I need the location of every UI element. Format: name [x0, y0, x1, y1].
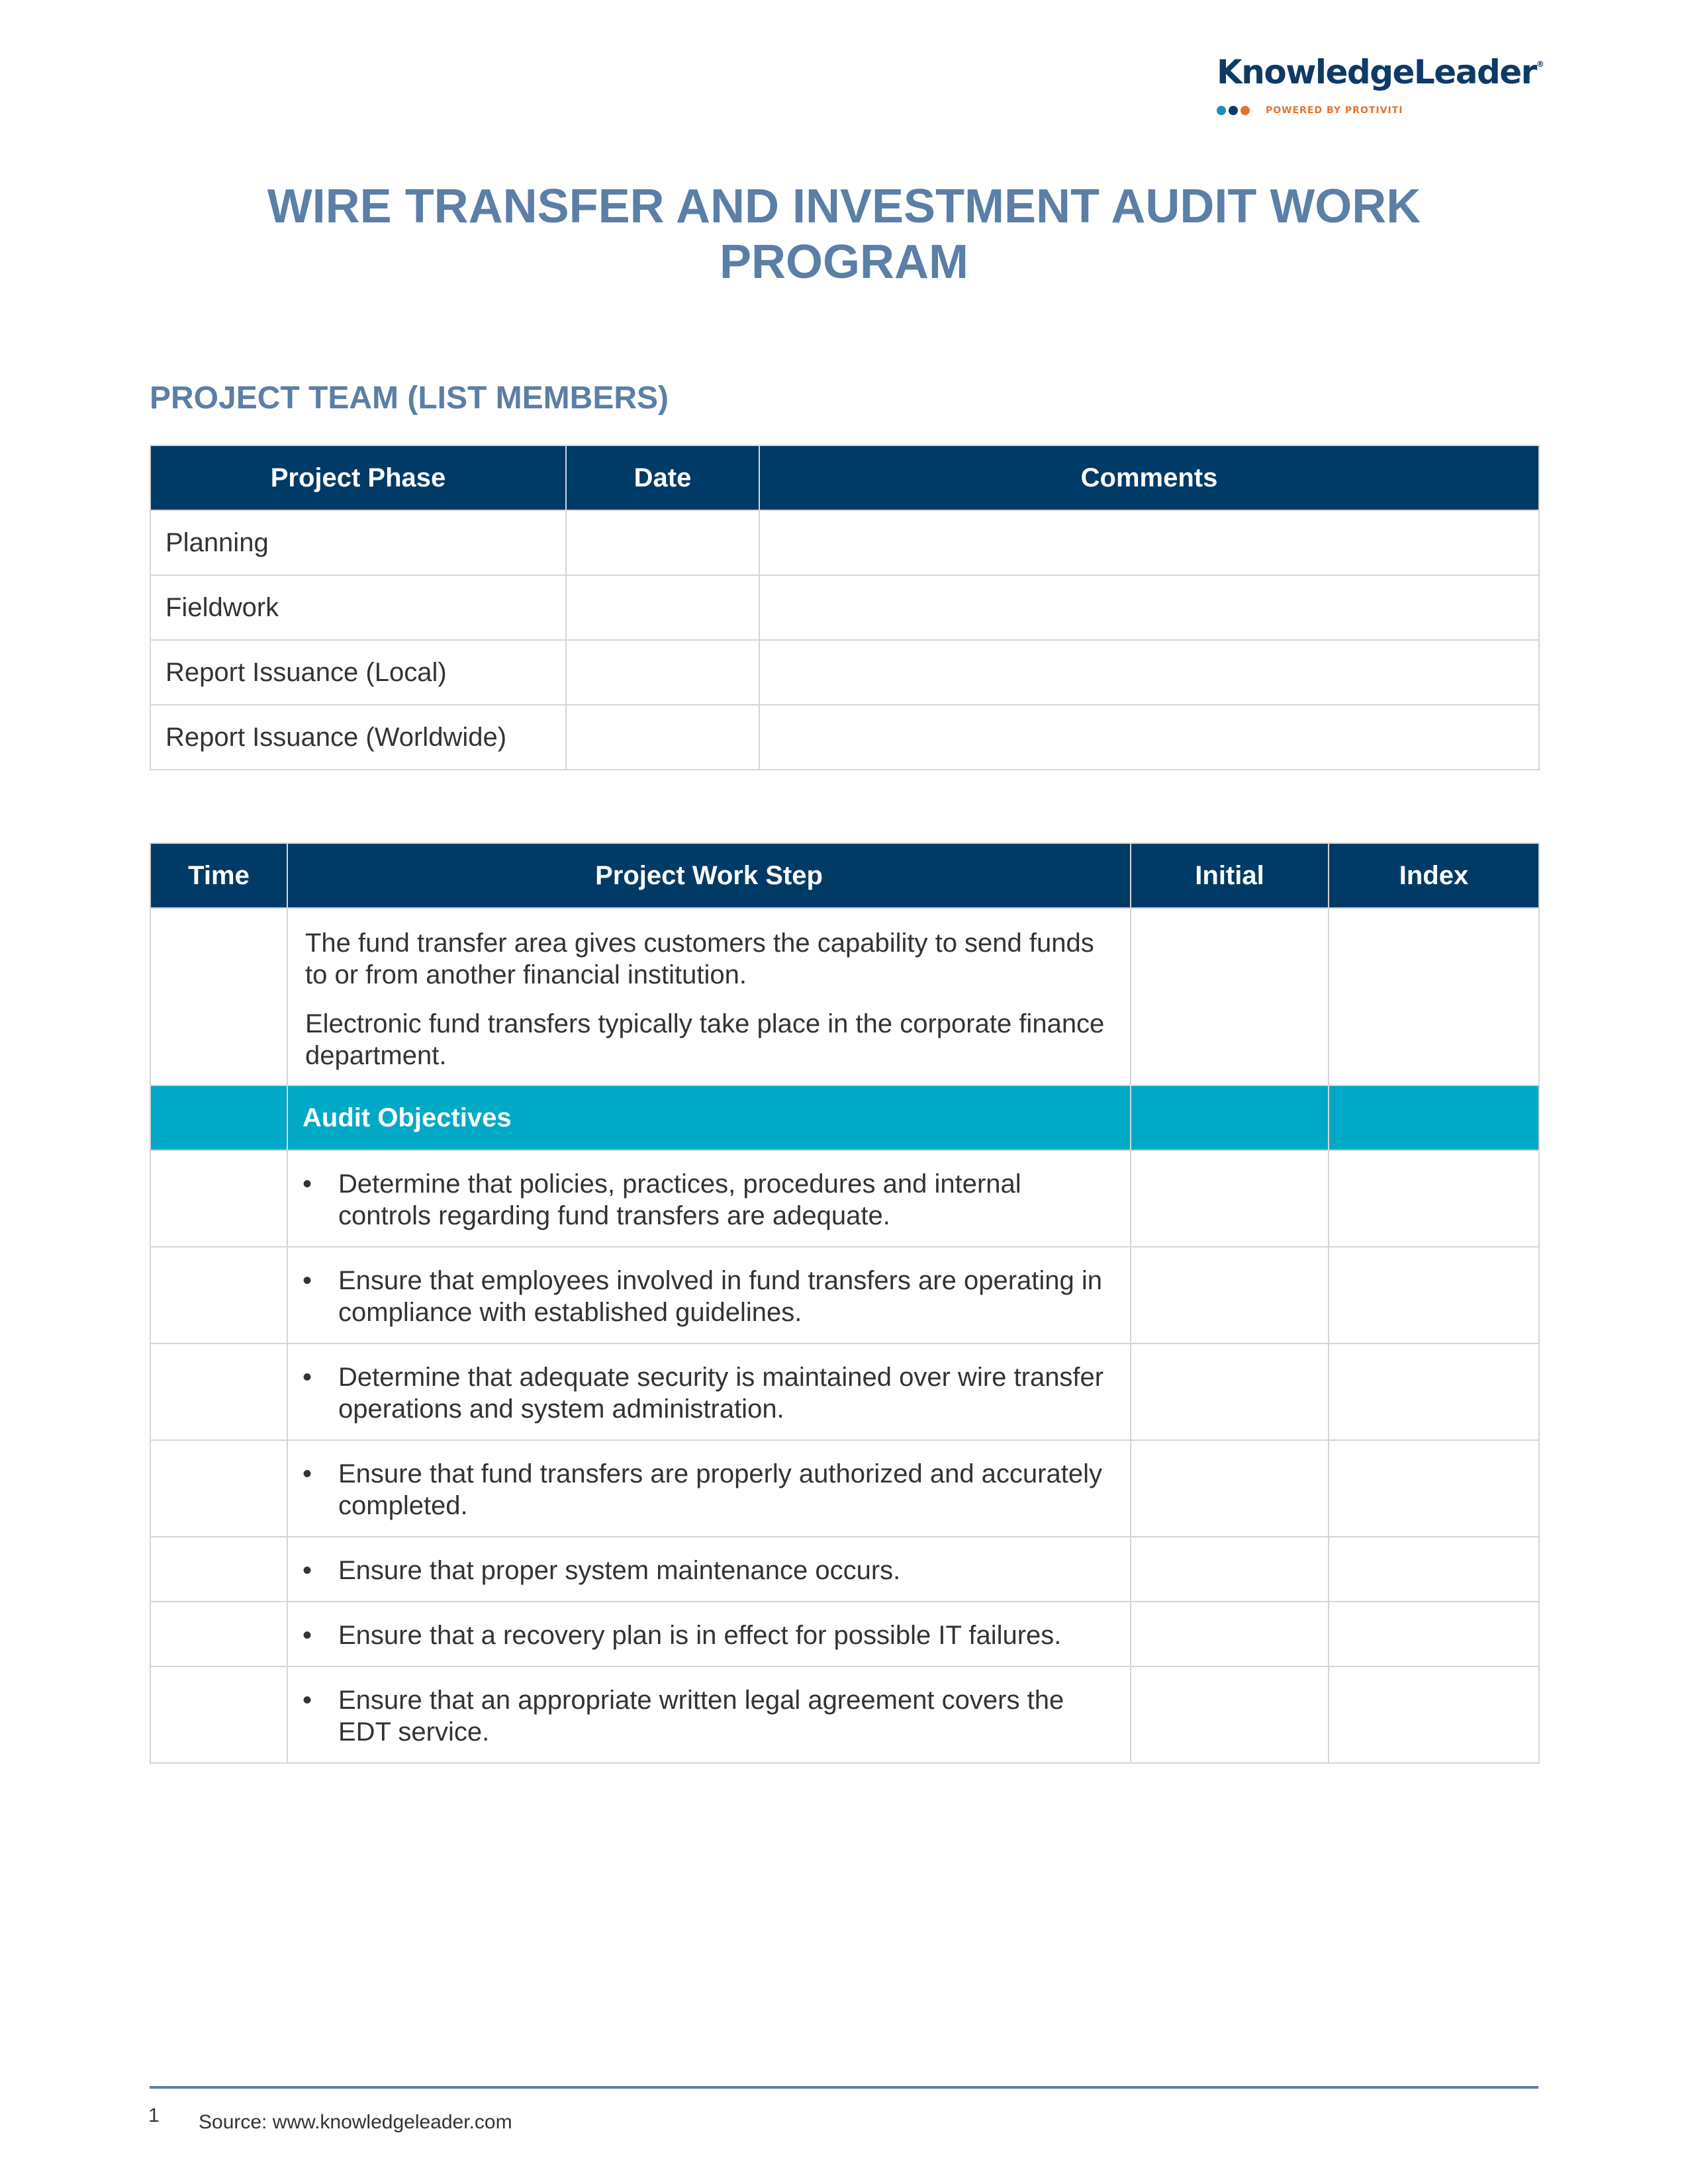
date-cell[interactable]: [566, 575, 759, 640]
logo-tagline: POWERED BY PROTIVITI: [1266, 105, 1403, 116]
initial-cell[interactable]: [1131, 1343, 1329, 1440]
bullet-marker: •: [303, 1363, 312, 1392]
date-cell[interactable]: [566, 510, 759, 575]
index-cell[interactable]: [1329, 1537, 1539, 1602]
bullet-marker: •: [303, 1266, 312, 1295]
objective-cell: [287, 1602, 1131, 1666]
date-cell[interactable]: [566, 705, 759, 770]
date-cell[interactable]: [566, 640, 759, 705]
comments-cell[interactable]: [759, 510, 1539, 575]
audit-objectives-header-row: [150, 1085, 1539, 1150]
column-header-initial: Initial: [1131, 843, 1329, 908]
document-title: WIRE TRANSFER AND INVESTMENT AUDIT WORK PROGRAM: [267, 180, 1421, 289]
initial-cell[interactable]: [1131, 908, 1329, 1085]
index-cell[interactable]: [1329, 1602, 1539, 1666]
bullet-marker: •: [303, 1459, 312, 1488]
footer-divider: [150, 2086, 1538, 2089]
trademark-symbol: ®: [1536, 60, 1544, 69]
objective-row: [150, 1150, 1539, 1247]
team-table-header-row: [150, 445, 1539, 510]
comments-cell[interactable]: [759, 705, 1539, 770]
time-cell[interactable]: [150, 908, 287, 1085]
column-header-date: Date: [566, 445, 759, 510]
comments-cell[interactable]: [759, 640, 1539, 705]
index-cell[interactable]: [1329, 1343, 1539, 1440]
time-cell[interactable]: [150, 1343, 287, 1440]
intro-text-cell: [287, 908, 1131, 1085]
objective-text: Determine that policies, practices, procedures and internal controls regarding fund transfers are adequate.: [338, 1169, 1021, 1230]
objective-text: Ensure that an appropriate written legal agreement covers the EDT service.: [338, 1686, 1064, 1747]
initial-cell: [1131, 1085, 1329, 1150]
objective-cell: [287, 1150, 1131, 1247]
time-cell[interactable]: [150, 1537, 287, 1602]
page-number: 1: [148, 2105, 160, 2126]
objective-text: Determine that adequate security is maintained over wire transfer operations and system administration.: [338, 1363, 1104, 1424]
logo-dot-navy: [1229, 106, 1238, 115]
objective-cell: [287, 1537, 1131, 1602]
index-cell[interactable]: [1329, 1666, 1539, 1763]
initial-cell[interactable]: [1131, 1440, 1329, 1537]
index-cell: [1329, 1085, 1539, 1150]
objective-row: [150, 1666, 1539, 1763]
project-team-table: [150, 445, 1540, 770]
intro-paragraph: Electronic fund transfers typically take place in the corporate finance department.: [305, 1009, 1105, 1070]
column-header-work-step: Project Work Step: [287, 843, 1131, 908]
comments-cell[interactable]: [759, 575, 1539, 640]
objective-row: [150, 1247, 1539, 1343]
logo-wordmark: KnowledgeLeader®: [1217, 53, 1544, 91]
intro-paragraph: The fund transfer area gives customers the capability to send funds to or from another financial institution.: [305, 929, 1094, 989]
phase-cell: Report Issuance (Worldwide): [150, 705, 566, 770]
intro-row: [150, 908, 1539, 1085]
objective-cell: [287, 1247, 1131, 1343]
time-cell[interactable]: [150, 1666, 287, 1763]
bullet-marker: •: [303, 1169, 312, 1199]
objective-text: Ensure that a recovery plan is in effect for possible IT failures.: [338, 1621, 1062, 1650]
team-row-planning: [150, 510, 1539, 575]
objective-cell: [287, 1666, 1131, 1763]
column-header-index: Index: [1329, 843, 1539, 908]
knowledgeleader-logo: [1217, 53, 1544, 126]
time-cell[interactable]: [150, 1150, 287, 1247]
index-cell[interactable]: [1329, 1150, 1539, 1247]
objective-text: Ensure that proper system maintenance occurs.: [338, 1556, 901, 1585]
initial-cell[interactable]: [1131, 1537, 1329, 1602]
work-program-table: [150, 842, 1540, 1764]
objective-text: Ensure that fund transfers are properly authorized and accurately completed.: [338, 1459, 1102, 1520]
objective-row: [150, 1602, 1539, 1666]
project-team-heading: PROJECT TEAM (LIST MEMBERS): [150, 381, 669, 416]
index-cell[interactable]: [1329, 1440, 1539, 1537]
objective-row: [150, 1343, 1539, 1440]
column-header-time: Time: [150, 843, 287, 908]
team-row-report-worldwide: [150, 705, 1539, 770]
index-cell[interactable]: [1329, 1247, 1539, 1343]
objective-row: [150, 1440, 1539, 1537]
objective-text: Ensure that employees involved in fund transfers are operating in compliance with established guidelines.: [338, 1266, 1103, 1327]
initial-cell[interactable]: [1131, 1247, 1329, 1343]
objective-cell: [287, 1343, 1131, 1440]
phase-cell: Planning: [150, 510, 566, 575]
bullet-marker: •: [303, 1686, 312, 1715]
logo-tagline-row: [1217, 101, 1403, 120]
work-table-header-row: [150, 843, 1539, 908]
time-cell[interactable]: [150, 1247, 287, 1343]
objective-cell: [287, 1440, 1131, 1537]
time-cell: [150, 1085, 287, 1150]
objective-row: [150, 1537, 1539, 1602]
bullet-marker: •: [303, 1556, 312, 1585]
team-row-report-local: [150, 640, 1539, 705]
source-note: Source: www.knowledgeleader.com: [199, 2111, 512, 2133]
initial-cell[interactable]: [1131, 1666, 1329, 1763]
column-header-comments: Comments: [759, 445, 1539, 510]
audit-objectives-heading: Audit Objectives: [287, 1085, 1131, 1150]
logo-dot-teal: [1217, 106, 1226, 115]
phase-cell: Report Issuance (Local): [150, 640, 566, 705]
time-cell[interactable]: [150, 1602, 287, 1666]
bullet-marker: •: [303, 1621, 312, 1650]
index-cell[interactable]: [1329, 908, 1539, 1085]
time-cell[interactable]: [150, 1440, 287, 1537]
column-header-project-phase: Project Phase: [150, 445, 566, 510]
team-row-fieldwork: [150, 575, 1539, 640]
initial-cell[interactable]: [1131, 1602, 1329, 1666]
initial-cell[interactable]: [1131, 1150, 1329, 1247]
phase-cell: Fieldwork: [150, 575, 566, 640]
logo-dot-orange: [1241, 106, 1250, 115]
